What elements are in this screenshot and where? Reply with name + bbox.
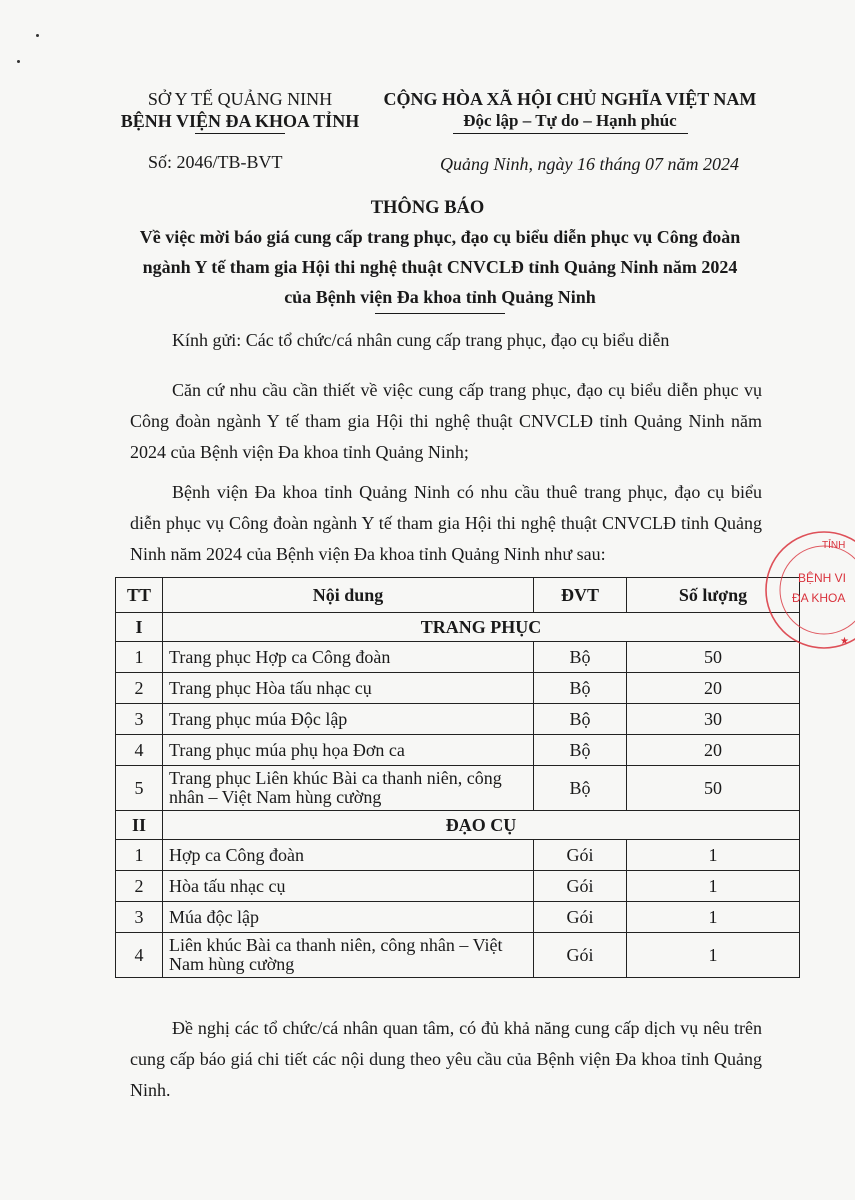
row-unit: Bộ [534,704,627,735]
row-tt: 5 [116,766,163,811]
row-unit: Bộ [534,642,627,673]
section-row [116,811,800,840]
section-title: TRANG PHỤC [163,613,800,642]
greeting: Kính gửi: Các tổ chức/cá nhân cung cấp trang phục, đạo cụ biểu diễn [172,330,670,350]
table-row [116,642,800,673]
place-date: Quảng Ninh, ngày 16 tháng 07 năm 2024 [440,154,739,174]
header-unit: ĐVT [534,578,627,613]
row-tt: 1 [116,642,163,673]
row-content: Hợp ca Công đoàn [163,840,534,871]
row-tt: 3 [116,704,163,735]
row-qty: 20 [627,735,800,766]
row-content: Múa độc lập [163,902,534,933]
document-number: Số: 2046/TB-BVT [148,152,283,172]
row-unit: Gói [534,840,627,871]
row-content: Trang phục Hòa tấu nhạc cụ [163,673,534,704]
stamp-inner-ring [780,546,855,634]
country-name: CỘNG HÒA XÃ HỘI CHỦ NGHĨA VIỆT NAM [383,89,757,109]
row-qty: 30 [627,704,800,735]
issuer-underline [195,133,285,134]
row-qty: 1 [627,871,800,902]
row-qty: 1 [627,840,800,871]
table-row [116,902,800,933]
table-row [116,704,800,735]
row-tt: 2 [116,871,163,902]
motto-underline [453,133,688,134]
table-row [116,871,800,902]
row-unit: Bộ [534,673,627,704]
speck [17,60,20,63]
stamp-text-line1: BỆNH VI [798,571,847,585]
row-qty: 50 [627,766,800,811]
issuer-hospital: BỆNH VIỆN ĐA KHOA TỈNH [120,111,360,131]
row-qty: 50 [627,642,800,673]
row-content: Trang phục Hợp ca Công đoàn [163,642,534,673]
national-motto-block [370,88,770,134]
table-row [116,840,800,871]
row-content: Hòa tấu nhạc cụ [163,871,534,902]
row-tt: 4 [116,735,163,766]
section-title: ĐẠO CỤ [163,811,800,840]
speck [36,34,39,37]
header-tt: TT [116,578,163,613]
paragraph-request: Bệnh viện Đa khoa tỉnh Quảng Ninh có nhu cầu thuê trang phục, đạo cụ biểu diễn phục vụ Công đoàn ngành Y tế tham gia Hội thi nghệ thuật CNVCLĐ tỉnh Quảng Ninh năm 2024 của Bệnh viện Đa khoa tỉnh Quảng Ninh như sau: [130,482,762,564]
issuer-block [100,88,380,134]
header-qty: Số lượng [627,578,800,613]
table-row [116,933,800,978]
row-unit: Bộ [534,766,627,811]
row-qty: 1 [627,933,800,978]
row-content: Liên khúc Bài ca thanh niên, công nhân – Việt Nam hùng cường [163,933,534,978]
paragraph-closing: Đề nghị các tổ chức/cá nhân quan tâm, có đủ khả năng cung cấp dịch vụ nêu trên cung cấp báo giá chi tiết các nội dung theo yêu cầu của Bệnh viện Đa khoa tỉnh Quảng Ninh. [130,1018,762,1100]
paragraph-basis: Căn cứ nhu cầu cần thiết về việc cung cấp trang phục, đạo cụ biểu diễn phục vụ Công đoàn ngành Y tế tham gia Hội thi nghệ thuật CNVCLĐ tỉnh Quảng Ninh năm 2024 của Bệnh viện Đa khoa tỉnh Quảng Ninh; [130,380,762,462]
subject-underline [375,313,505,314]
issuer-department: SỞ Y TẾ QUẢNG NINH [147,89,333,109]
red-stamp [762,520,855,650]
row-tt: 1 [116,840,163,871]
header-content: Nội dung [163,578,534,613]
stamp-text-top: TỈNH [822,540,846,551]
stamp-text-line2: ĐA KHOA [792,591,846,605]
row-unit: Gói [534,933,627,978]
row-content: Trang phục múa Độc lập [163,704,534,735]
row-unit: Bộ [534,735,627,766]
section-number: II [116,811,163,840]
stamp-star-icon: ★ [840,636,849,647]
row-qty: 1 [627,902,800,933]
table-row [116,735,800,766]
row-qty: 20 [627,673,800,704]
document-title: THÔNG BÁO [370,198,485,218]
row-unit: Gói [534,902,627,933]
row-unit: Gói [534,871,627,902]
document-subject: Về việc mời báo giá cung cấp trang phục, đạo cụ biểu diễn phục vụ Công đoàn ngành Y tế tham gia Hội thi nghệ thuật CNVCLĐ tỉnh Quảng Ninh năm 2024 của Bệnh viện Đa khoa tỉnh Quảng Ninh [139,227,741,307]
table-header-row [116,578,800,613]
row-content: Trang phục Liên khúc Bài ca thanh niên, công nhân – Việt Nam hùng cường [163,766,534,811]
row-tt: 3 [116,902,163,933]
section-number: I [116,613,163,642]
row-tt: 2 [116,673,163,704]
row-tt: 4 [116,933,163,978]
items-table [115,577,800,978]
table-row [116,766,800,811]
table-row [116,673,800,704]
row-content: Trang phục múa phụ họa Đơn ca [163,735,534,766]
section-row [116,613,800,642]
national-motto: Độc lập – Tự do – Hạnh phúc [463,111,677,130]
